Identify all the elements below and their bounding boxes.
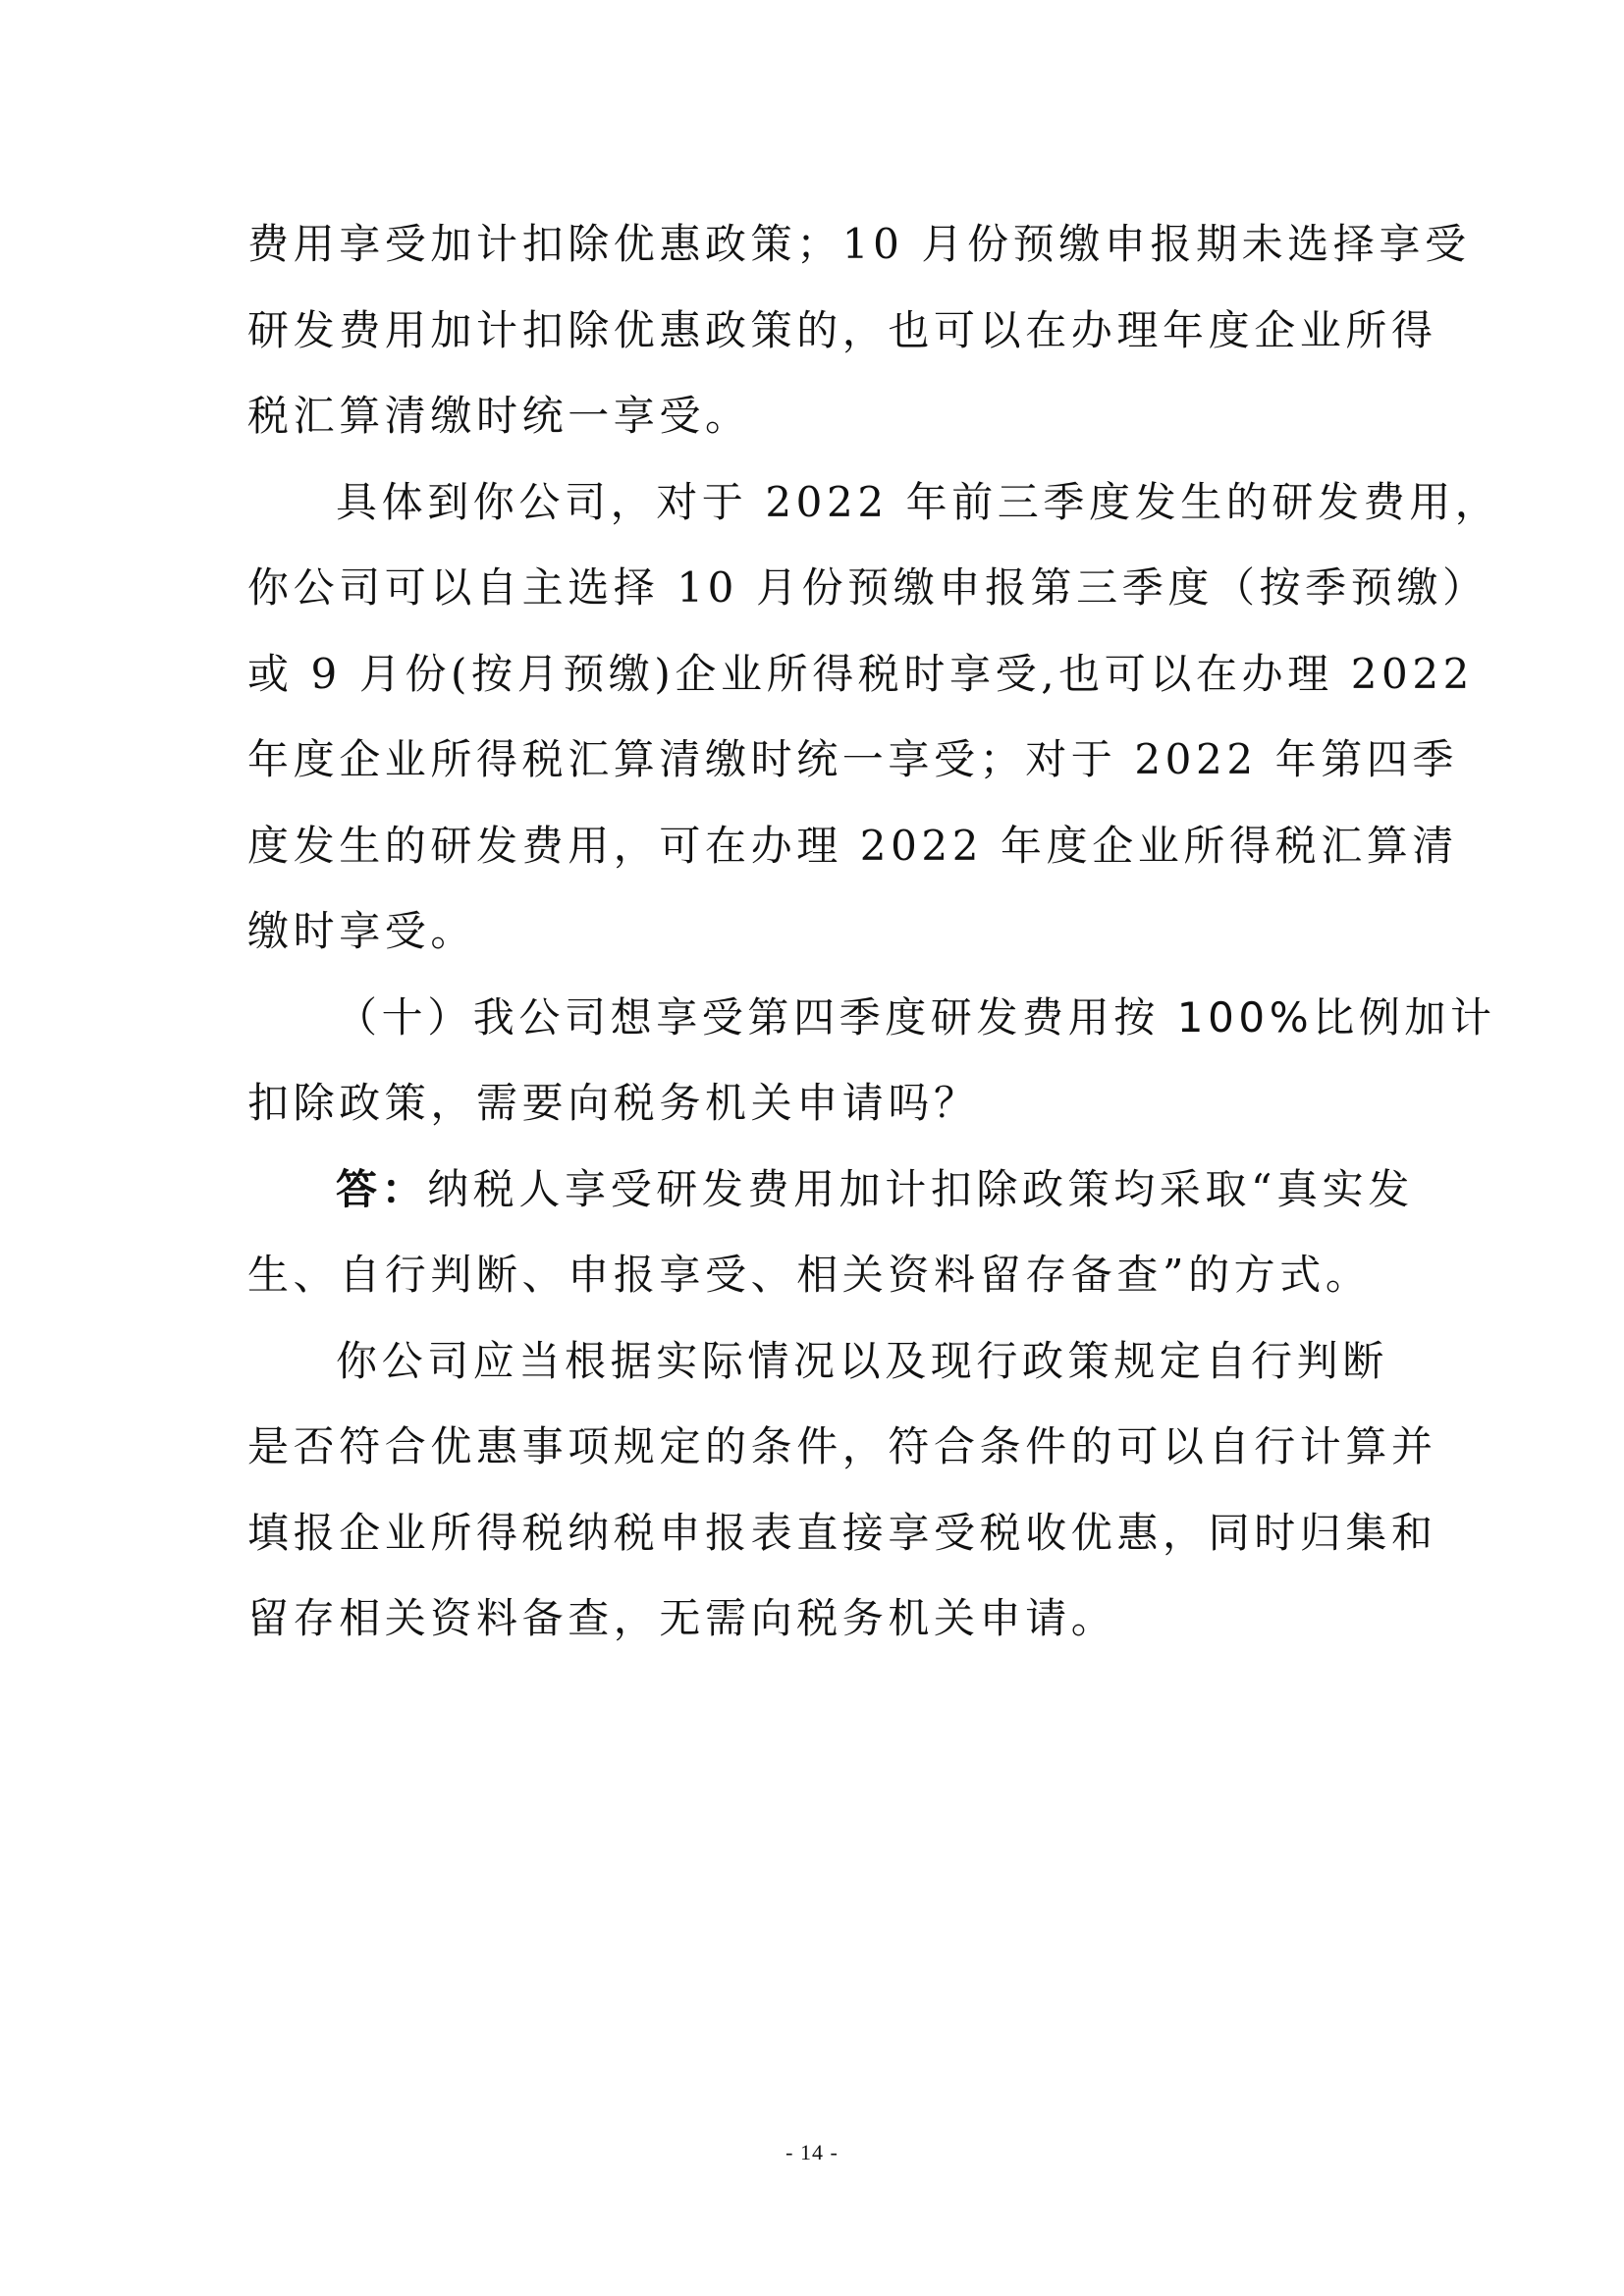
text-line: 留存相关资料备查，无需向税务机关申请。 <box>247 1594 1117 1642</box>
question-line: 扣除政策，需要向税务机关申请吗？ <box>247 1079 980 1127</box>
question-line: （十）我公司想享受第四季度研发费用按 100%比例加计 <box>336 992 1496 1041</box>
page-number: - 14 - <box>785 2140 839 2164</box>
text-line: 费用享受加计扣除优惠政策；10 月份预缴申报期未选择享受 <box>247 220 1471 268</box>
text-line: 具体到你公司，对于 2022 年前三季度发生的研发费用， <box>336 477 1501 526</box>
closing-paragraph <box>247 1318 1437 1662</box>
text-line: 你公司可以自主选择 10 月份预缴申报第三季度（按季预缴） <box>247 563 1489 612</box>
text-line: 研发费用加计扣除优惠政策的，也可以在办理年度企业所得 <box>247 305 1437 354</box>
text-line: 或 9 月份(按月预缴)企业所得税时享受,也可以在办理 2022 <box>247 649 1474 698</box>
text-line: 度发生的研发费用，可在办理 2022 年度企业所得税汇算清 <box>247 821 1458 870</box>
answer-label: 答： <box>336 1164 428 1213</box>
answer-first-line <box>247 1147 1414 1233</box>
text-line: 你公司应当根据实际情况以及现行政策规定自行判断 <box>336 1336 1388 1385</box>
paragraph-continued <box>247 201 1471 459</box>
answer-text: 纳税人享受研发费用加计扣除政策均采取“真实发 <box>427 1164 1414 1213</box>
text-line: 税汇算清缴时统一享受。 <box>247 392 751 440</box>
text-line: 是否符合优惠事项规定的条件，符合条件的可以自行计算并 <box>247 1422 1437 1470</box>
document-body <box>247 201 1501 1662</box>
text-line: 填报企业所得税纳税申报表直接享受税收优惠，同时归集和 <box>247 1508 1437 1557</box>
paragraph-company-specific <box>247 459 1501 975</box>
answer-paragraph <box>247 1147 1414 1318</box>
text-line: 缴时享受。 <box>247 907 477 955</box>
question-heading <box>247 975 1496 1147</box>
text-line: 生、自行判断、申报享受、相关资料留存备查”的方式。 <box>247 1251 1372 1299</box>
text-line: 年度企业所得税汇算清缴时统一享受；对于 2022 年第四季 <box>247 735 1458 783</box>
